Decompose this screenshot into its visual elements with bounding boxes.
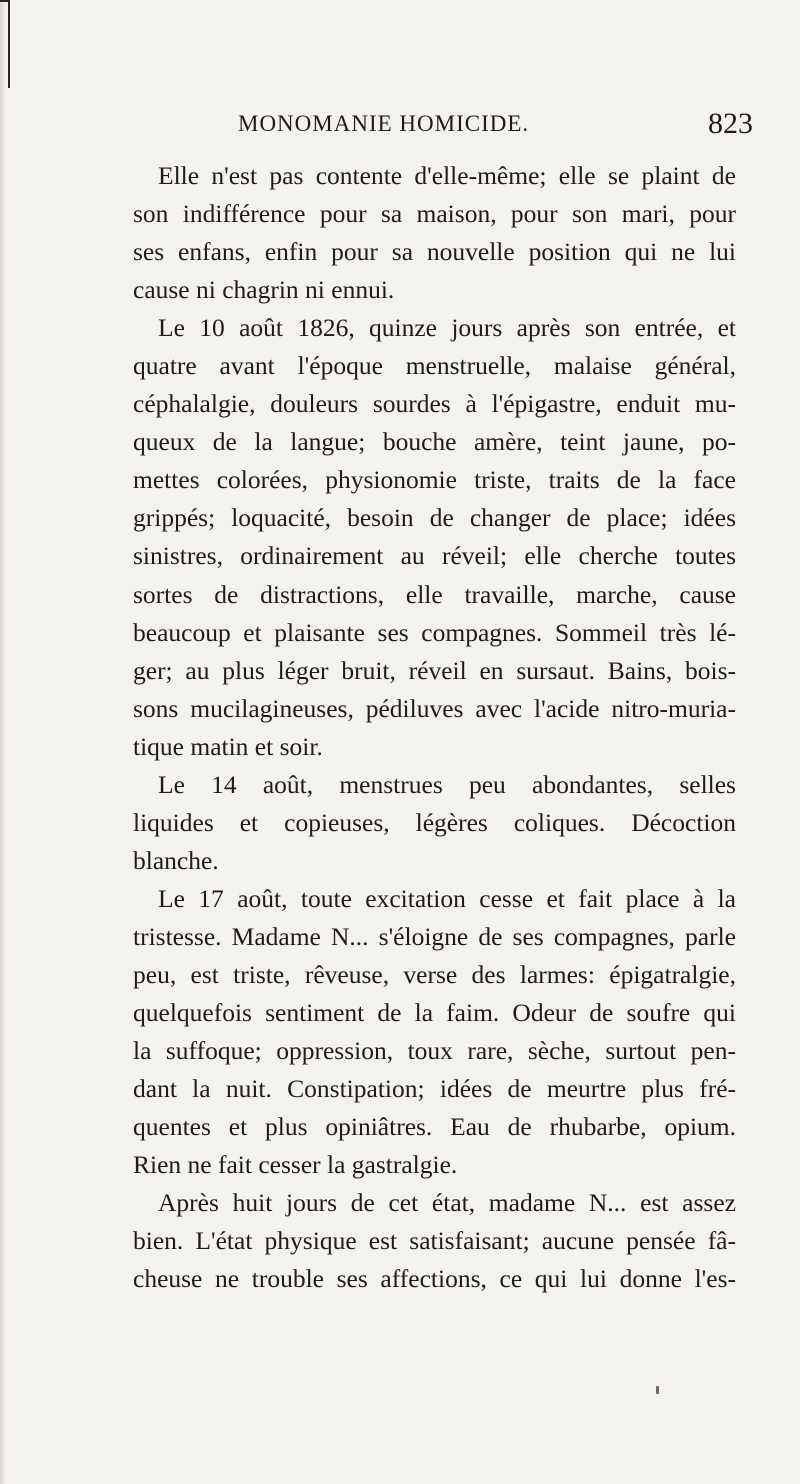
corner-rule-vertical bbox=[8, 0, 10, 88]
text-line: tristesse. Madame N... s'éloigne de ses compagnes, parle bbox=[133, 921, 736, 951]
text-line: Le 14 août, menstrues peu abondantes, selles bbox=[158, 769, 736, 799]
text-line: quelquefois sentiment de la faim. Odeur de soufre qui bbox=[133, 998, 736, 1028]
text-line: céphalalgie, douleurs sourdes à l'épigastre, enduit mu- bbox=[133, 389, 736, 419]
text-line: mettes colorées, physionomie triste, traits de la face bbox=[133, 465, 736, 495]
page-number: 823 bbox=[708, 107, 753, 140]
text-line: Rien ne fait cesser la gastralgie. bbox=[133, 1150, 458, 1180]
text-line: sinistres, ordinairement au réveil; elle cherche toutes bbox=[133, 541, 736, 571]
text-line: beaucoup et plaisante ses compagnes. Sommeil très lé- bbox=[133, 617, 736, 647]
text-line: peu, est triste, rêveuse, verse des larmes: épigatralgie, bbox=[133, 959, 736, 989]
text-line: ger; au plus léger bruit, réveil en sursaut. Bains, bois- bbox=[133, 655, 736, 685]
text-line: quatre avant l'époque menstruelle, malaise général, bbox=[133, 351, 736, 381]
text-line: Le 17 août, toute excitation cesse et fait place à la bbox=[158, 883, 736, 913]
text-line: tique matin et soir. bbox=[133, 731, 323, 761]
text-line: ses enfans, enfin pour sa nouvelle position qui ne lui bbox=[133, 237, 736, 267]
text-line: queux de la langue; bouche amère, teint jaune, po- bbox=[133, 427, 736, 457]
text-line: dant la nuit. Constipation; idées de meurtre plus fré- bbox=[133, 1074, 736, 1104]
text-line: sons mucilagineuses, pédiluves avec l'acide nitro-muria- bbox=[133, 693, 736, 723]
page-edge bbox=[0, 0, 6, 1484]
text-line: bien. L'état physique est satisfaisant; aucune pensée fâ- bbox=[133, 1226, 736, 1256]
text-line: grippés; loquacité, besoin de changer de place; idées bbox=[133, 503, 736, 533]
text-line: blanche. bbox=[133, 845, 219, 875]
text-line: Elle n'est pas contente d'elle-même; elle se plaint de bbox=[158, 161, 736, 190]
text-line: Après huit jours de cet état, madame N... est assez bbox=[158, 1188, 736, 1218]
text-line: la suffoque; oppression, toux rare, sèche, surtout pen- bbox=[133, 1036, 736, 1066]
text-line: quentes et plus opiniâtres. Eau de rhubarbe, opium. bbox=[133, 1112, 736, 1142]
text-line: cause ni chagrin ni ennui. bbox=[133, 275, 395, 305]
text-line: Le 10 août 1826, quinze jours après son entrée, et bbox=[158, 313, 736, 343]
text-line: son indifférence pour sa maison, pour son mari, pour bbox=[133, 199, 736, 229]
text-line: cheuse ne trouble ses affections, ce qui lui donne l'es- bbox=[133, 1264, 736, 1294]
body-text bbox=[133, 157, 736, 1298]
running-title: MONOMANIE HOMICIDE. bbox=[238, 111, 530, 136]
text-line: sortes de distractions, elle travaille, marche, cause bbox=[133, 579, 736, 609]
text-line: liquides et copieuses, légères coliques. Décoction bbox=[133, 807, 736, 837]
running-head bbox=[0, 107, 800, 151]
ink-speck bbox=[656, 1386, 659, 1394]
